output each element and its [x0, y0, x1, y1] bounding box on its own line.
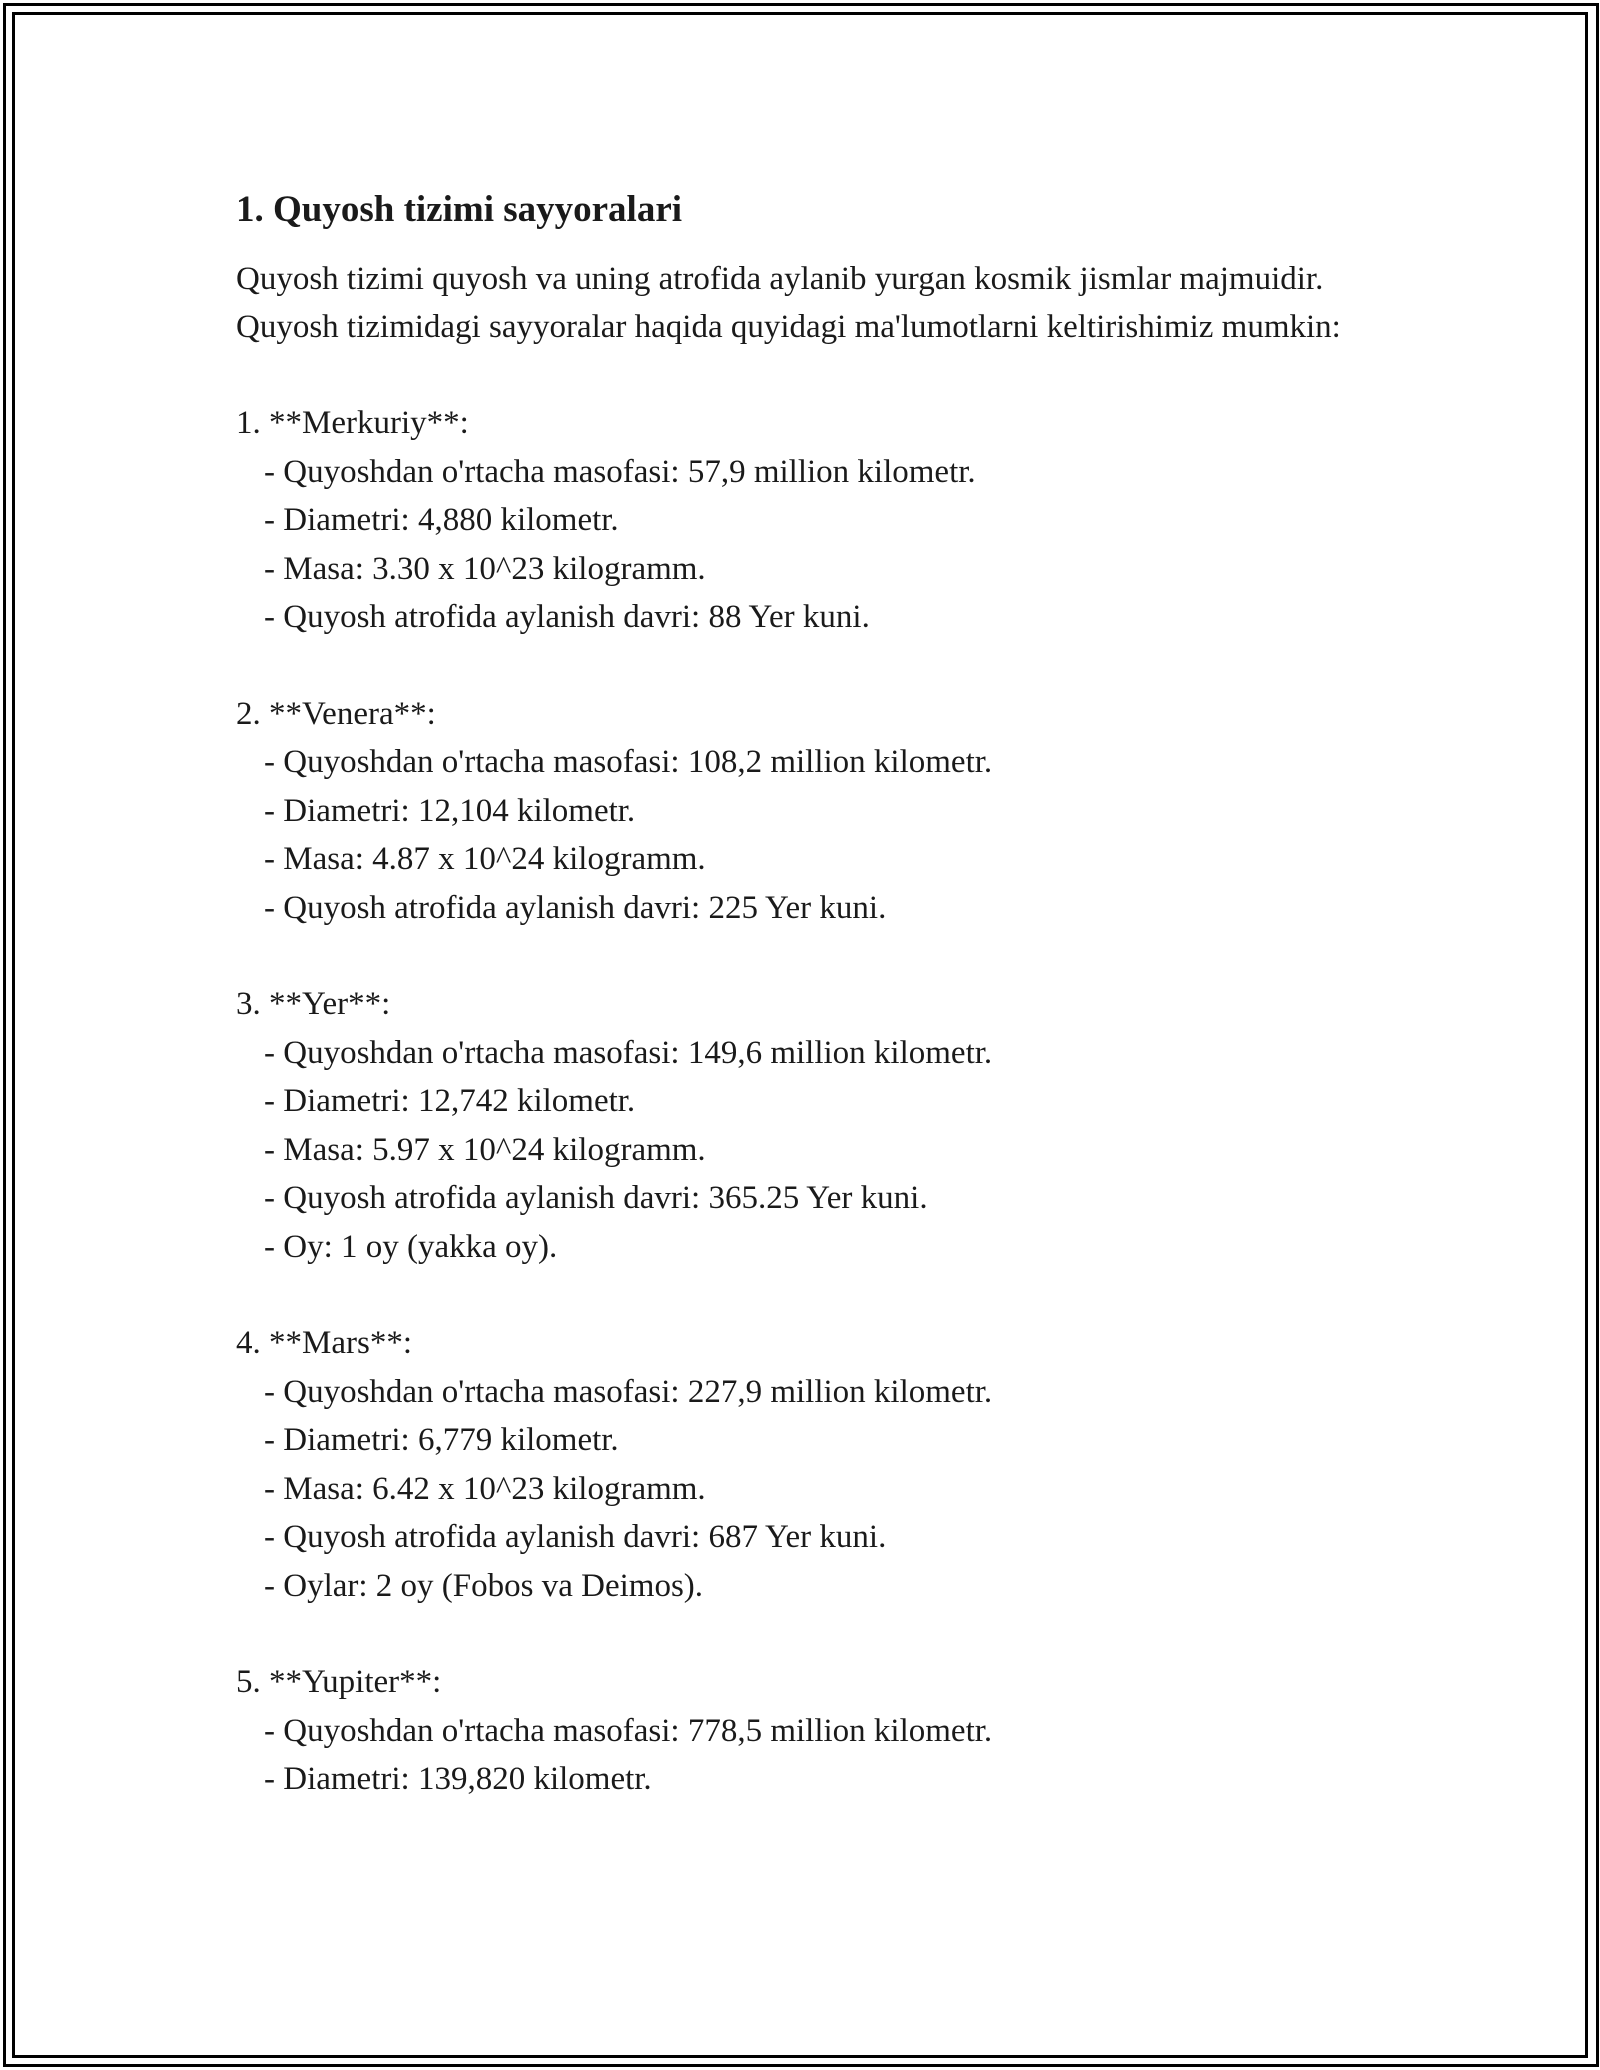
planet-heading: 1. **Merkuriy**:	[236, 405, 469, 441]
planet-heading: 5. **Yupiter**:	[236, 1664, 442, 1700]
planet-detail-line: - Quyoshdan o'rtacha masofasi: 108,2 million kilometr.	[264, 744, 993, 780]
planet-heading: 3. **Yer**:	[236, 986, 391, 1022]
intro-paragraph: Quyosh tizimi quyosh va uning atrofida aylanib yurgan kosmik jismlar majmuidir. Quyosh tizimidagi sayyoralar haqida quyidagi ma'lumotlarni keltirishimiz mumkin:	[236, 261, 1341, 345]
planet-detail-line: - Quyosh atrofida aylanish davri: 687 Yer kuni.	[264, 1519, 887, 1555]
planet-section-jupiter	[236, 1658, 1366, 1804]
planet-section-venus	[236, 690, 1366, 933]
planet-detail-line: - Diametri: 6,779 kilometr.	[264, 1422, 619, 1458]
document-title: 1. Quyosh tizimi sayyoralari	[236, 189, 683, 230]
planet-detail-line: - Quyosh atrofida aylanish davri: 88 Yer kuni.	[264, 599, 870, 635]
planet-section-mercury	[236, 399, 1366, 642]
planet-section-earth	[236, 980, 1366, 1271]
planet-detail-line: - Quyoshdan o'rtacha masofasi: 227,9 million kilometr.	[264, 1373, 993, 1410]
planet-detail-line: - Quyosh atrofida aylanish davri: 225 Yer kuni.	[264, 889, 887, 926]
planet-heading: 4. **Mars**:	[236, 1325, 412, 1361]
planet-detail-line: - Quyoshdan o'rtacha masofasi: 57,9 million kilometr.	[264, 453, 976, 490]
planet-heading: 2. **Venera**:	[236, 695, 436, 732]
planet-detail-line: - Oy: 1 oy (yakka oy).	[264, 1228, 558, 1265]
planet-detail-line: - Diametri: 4,880 kilometr.	[264, 502, 619, 538]
planet-section-mars	[236, 1319, 1366, 1610]
planet-detail-line: - Masa: 3.30 x 10^23 kilogramm.	[264, 550, 706, 587]
planet-detail-line: - Quyoshdan o'rtacha masofasi: 778,5 million kilometr.	[264, 1712, 993, 1749]
planet-detail-line: - Diametri: 139,820 kilometr.	[264, 1761, 652, 1797]
planet-detail-line: - Diametri: 12,742 kilometr.	[264, 1083, 636, 1119]
planet-detail-line: - Oylar: 2 oy (Fobos va Deimos).	[264, 1567, 704, 1604]
planet-detail-line: - Masa: 4.87 x 10^24 kilogramm.	[264, 841, 706, 877]
planet-detail-line: - Diametri: 12,104 kilometr.	[264, 792, 636, 829]
planet-detail-line: - Quyosh atrofida aylanish davri: 365.25 Yer kuni.	[264, 1180, 928, 1216]
planet-detail-line: - Masa: 6.42 x 10^23 kilogramm.	[264, 1470, 706, 1507]
planet-detail-line: - Masa: 5.97 x 10^24 kilogramm.	[264, 1131, 706, 1168]
planet-detail-line: - Quyoshdan o'rtacha masofasi: 149,6 million kilometr.	[264, 1034, 993, 1071]
document-body	[236, 185, 1366, 1804]
